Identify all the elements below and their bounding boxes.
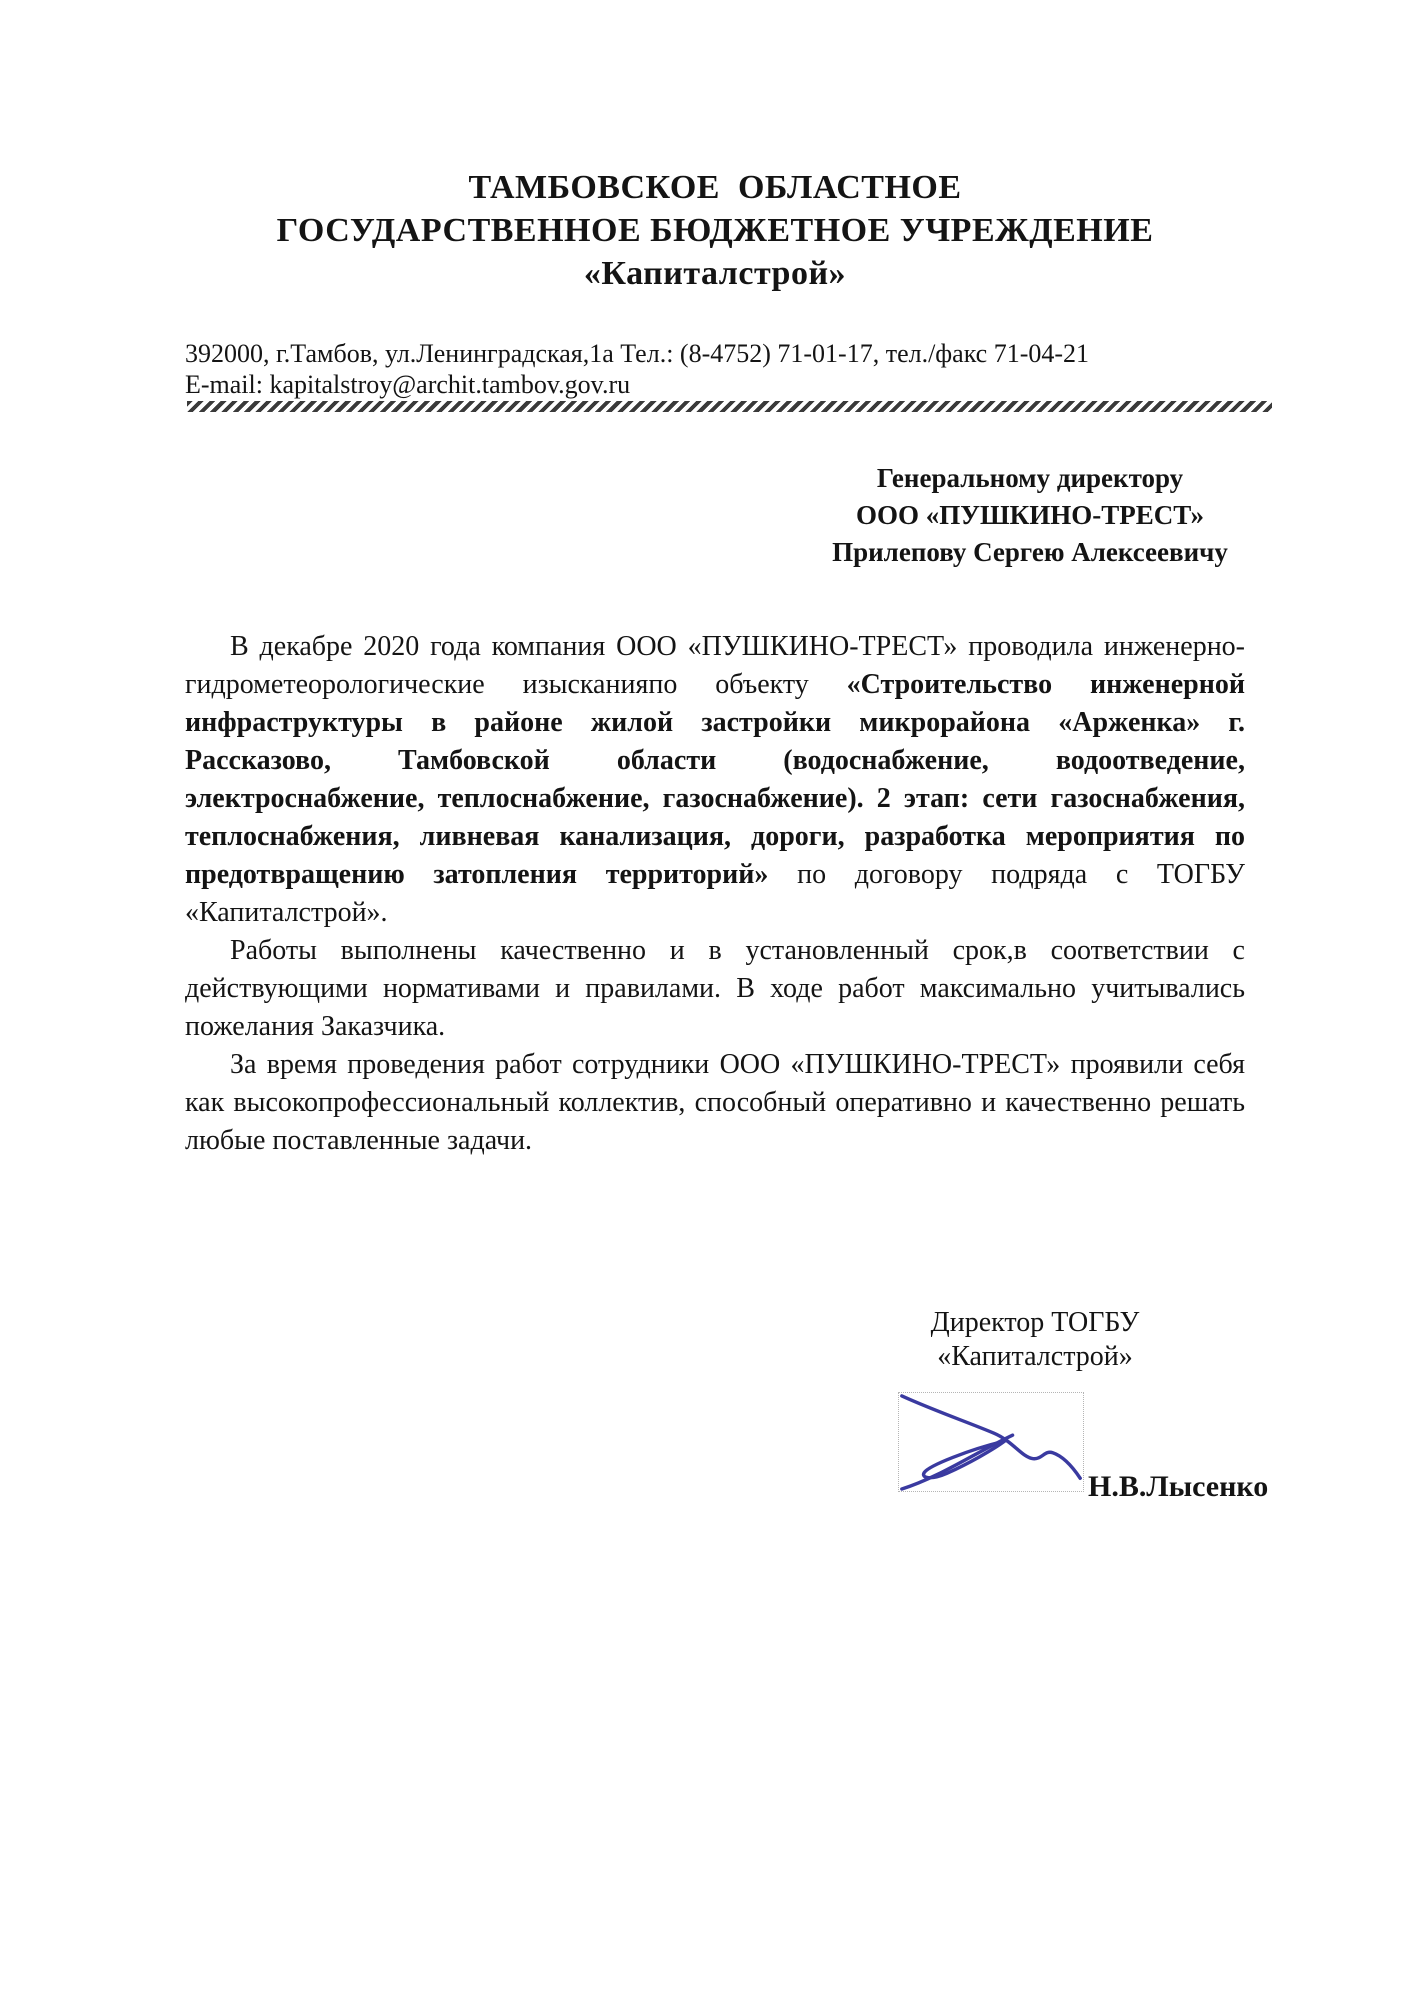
- signatory-name: Н.В.Лысенко: [1088, 1470, 1269, 1503]
- paragraph-1: [185, 628, 1245, 932]
- addressee-position: Генеральному директору: [876, 463, 1184, 493]
- org-name-line3: «Капиталстрой»: [583, 255, 847, 292]
- contact-block: [185, 338, 1270, 400]
- hatched-divider-rule: [187, 401, 1272, 412]
- addressee-person: Прилепову Сергею Алексеевичу: [832, 537, 1228, 567]
- paragraph-1-end: по договору подряда с ТОГБУ «Капиталстрой».: [185, 859, 1245, 928]
- addressee-block: [815, 460, 1245, 571]
- paragraph-2: Работы выполнены качественно и в установленный срок,в соответствии с действующими нормативами и правилами. В ходе работ максимально учитывались пожелания Заказчика.: [185, 935, 1245, 1042]
- letter-body: [185, 628, 1245, 1160]
- paragraph-3: За время проведения работ сотрудники ООО «ПУШКИНО-ТРЕСТ» проявили себя как высокопрофессиональный коллектив, способный оперативно и качественно решать любые поставленные задачи.: [185, 1049, 1245, 1156]
- signoff-title-line1: Директор ТОГБУ: [930, 1307, 1140, 1338]
- signoff-title-line2: «Капиталстрой»: [937, 1341, 1133, 1372]
- address-phone-line: 392000, г.Тамбов, ул.Ленинградская,1а Тел.: (8-4752) 71-01-17, тел./факс 71-04-21: [185, 339, 1090, 368]
- signature-stroke-top: [902, 1396, 1080, 1478]
- paragraph-1-bold-project-title: «Строительство инженерной инфраструктуры в районе жилой застройки микрорайона «Арженка» г. Рассказово, Тамбовской области (водоснабжение, водоотведение, электроснабжение, теплоснабжение, газоснабжение). 2 этап: сети газоснабжения, теплоснабжения, ливневая канализация, дороги, разработка мероприятия по предотвращению затопления территорий»: [185, 669, 1245, 890]
- email-line: E-mail: kapitalstroy@archit.tambov.gov.ru: [185, 370, 631, 399]
- signature-ink-icon: [899, 1393, 1083, 1491]
- signature-image-box: [898, 1392, 1084, 1492]
- paragraph-1-start: В декабре 2020 года компания ООО «ПУШКИНО-ТРЕСТ» проводила инженерно-гидрометеорологические изысканияпо объекту: [185, 631, 1245, 700]
- addressee-company: ООО «ПУШКИНО-ТРЕСТ»: [855, 500, 1205, 530]
- org-name-line1: ТАМБОВСКОЕ ОБЛАСТНОЕ: [468, 169, 962, 206]
- org-name-line2: ГОСУДАРСТВЕННОЕ БЮДЖЕТНОЕ УЧРЕЖДЕНИЕ: [276, 212, 1154, 249]
- signoff-block: [915, 1306, 1155, 1374]
- organization-header: [185, 166, 1245, 295]
